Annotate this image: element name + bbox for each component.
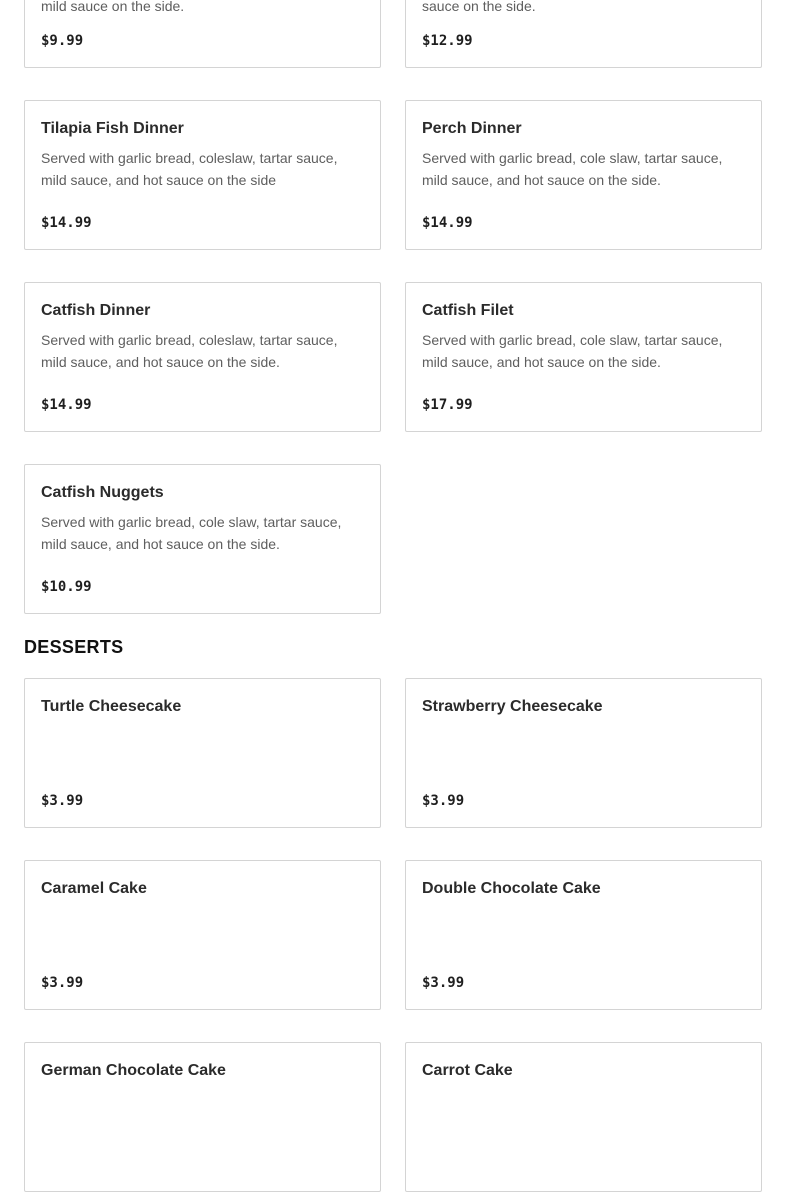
item-name: Catfish Filet [422, 302, 514, 319]
item-name: Caramel Cake [41, 880, 147, 897]
menu-item-card[interactable] [405, 0, 762, 68]
item-price: $3.99 [422, 793, 465, 809]
item-price: $14.99 [41, 215, 92, 231]
item-name: Turtle Cheesecake [41, 698, 182, 715]
menu-item-card[interactable] [24, 100, 381, 250]
menu-item-card[interactable] [405, 1042, 762, 1192]
item-price: $10.99 [41, 579, 92, 595]
menu-item-card[interactable] [405, 282, 762, 432]
item-name: Strawberry Cheesecake [422, 698, 603, 715]
menu-item-card[interactable] [24, 678, 381, 828]
item-description: Served with garlic bread, cole slaw, tartar sauce, mild sauce, and hot sauce on the side. [41, 514, 342, 552]
item-price: $17.99 [422, 397, 473, 413]
item-price: $3.99 [41, 975, 84, 991]
menu-item-card[interactable] [24, 464, 381, 614]
item-description: mild sauce on the side. [41, 0, 185, 14]
item-name: Catfish Dinner [41, 302, 151, 319]
item-description: Served with garlic bread, cole slaw, tartar sauce, mild sauce, and hot sauce on the side. [422, 150, 723, 188]
item-description: sauce on the side. [422, 0, 536, 14]
item-price: $14.99 [422, 215, 473, 231]
item-price: $12.99 [422, 33, 473, 49]
item-name: Perch Dinner [422, 120, 522, 137]
menu-item-card[interactable] [24, 0, 381, 68]
item-price: $3.99 [41, 793, 84, 809]
menu-item-card[interactable] [24, 860, 381, 1010]
menu-item-card[interactable] [405, 860, 762, 1010]
item-price: $9.99 [41, 33, 84, 49]
item-name: Carrot Cake [422, 1062, 513, 1079]
menu-item-card[interactable] [24, 282, 381, 432]
item-price: $14.99 [41, 397, 92, 413]
item-name: Tilapia Fish Dinner [41, 120, 184, 137]
item-price: $3.99 [422, 975, 465, 991]
item-name: German Chocolate Cake [41, 1062, 226, 1079]
menu-item-card[interactable] [405, 100, 762, 250]
item-description: Served with garlic bread, cole slaw, tartar sauce, mild sauce, and hot sauce on the side. [422, 332, 723, 370]
menu-item-card[interactable] [24, 1042, 381, 1192]
section-title-desserts: DESSERTS [24, 637, 124, 657]
menu-item-card[interactable] [405, 678, 762, 828]
item-name: Double Chocolate Cake [422, 880, 601, 897]
item-description: Served with garlic bread, coleslaw, tartar sauce, mild sauce, and hot sauce on the side. [41, 332, 338, 370]
item-name: Catfish Nuggets [41, 484, 164, 501]
item-description: Served with garlic bread, coleslaw, tartar sauce, mild sauce, and hot sauce on the side [41, 150, 338, 188]
